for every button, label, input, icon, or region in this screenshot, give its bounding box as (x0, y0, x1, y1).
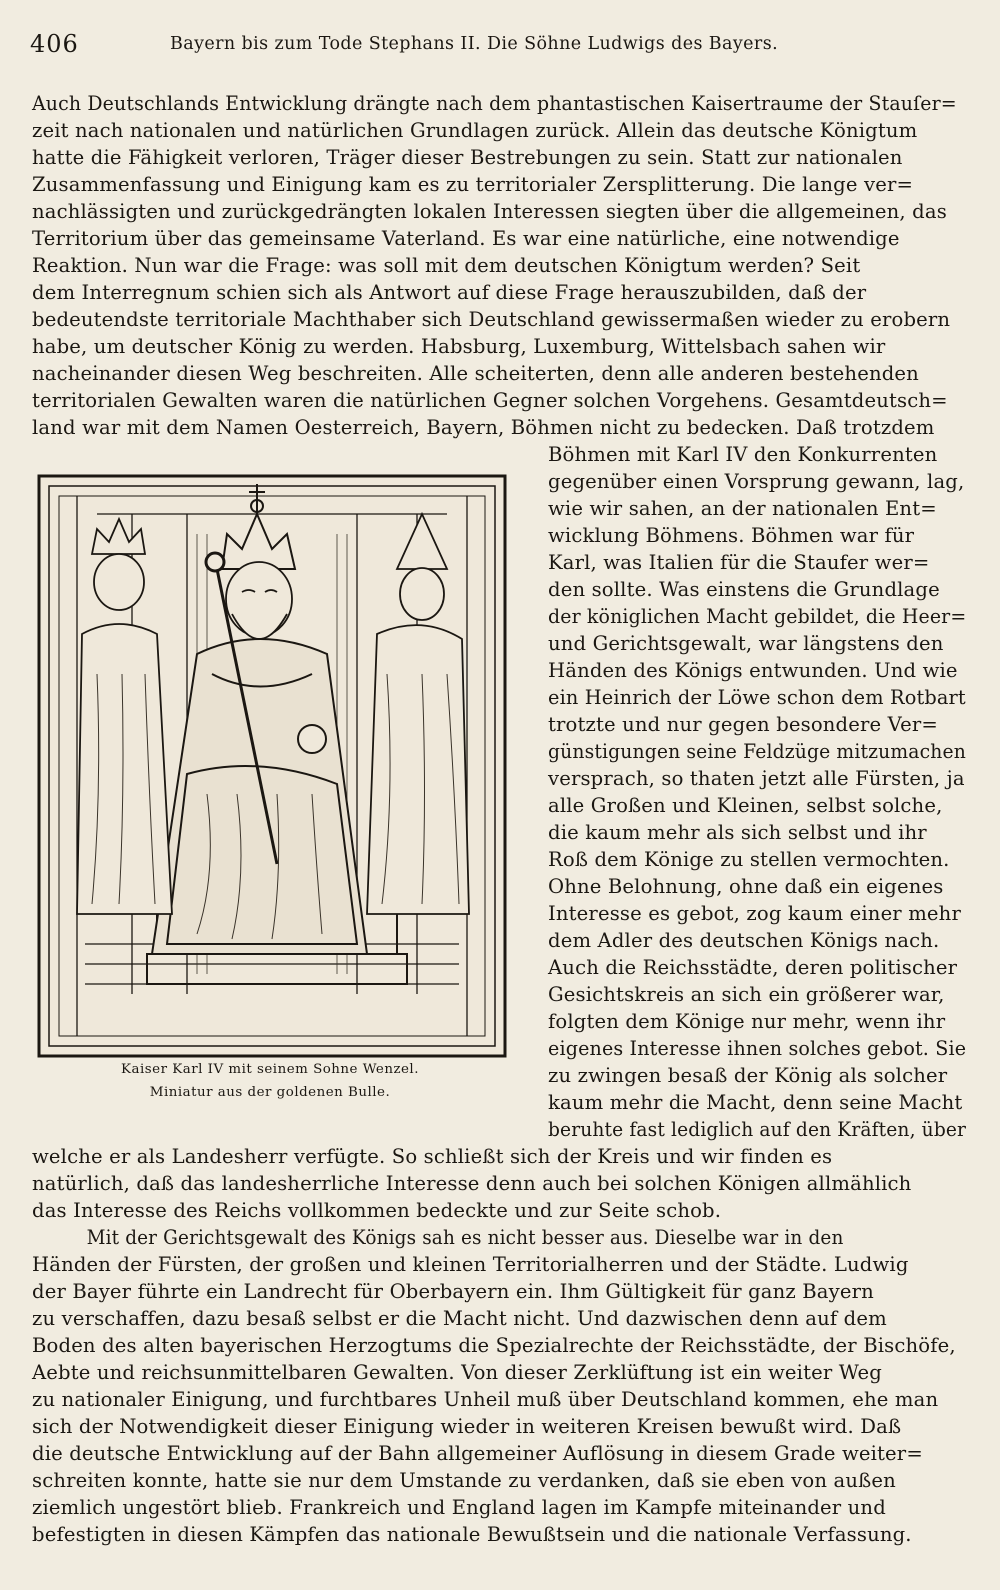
text-line: Auch Deutschlands Entwicklung drängte nach dem phantastischen Kaisertraume der Stauſer= (32, 92, 957, 115)
text-line: zu nationaler Einigung, und furchtbares Unheil muß über Deutschland kommen, ehe man (32, 1388, 939, 1411)
text-line: welche er als Landesherr verfügte. So schließt sich der Kreis und wir finden es (32, 1145, 833, 1168)
text-line: Händen des Königs entwunden. Und wie (548, 659, 958, 682)
text-line: Zusammenfassung und Einigung kam es zu territorialer Zersplitterung. Die lange ver= (32, 173, 914, 196)
text-line: ein Heinrich der Löwe schon dem Rotbart (548, 686, 966, 709)
text-line: land war mit dem Namen Oesterreich, Bayern, Böhmen nicht zu bedecken. Daß trotzdem (32, 416, 935, 439)
text-line: bedeutendste territoriale Machthaber sich Deutschland gewissermaßen wieder zu erobern (32, 308, 951, 331)
text-line: und Gerichtsgewalt, war längstens den (548, 632, 944, 655)
text-line: schreiten konnte, hatte sie nur dem Umstande zu verdanken, daß sie eben von außen (32, 1469, 896, 1492)
text-line: Auch die Reichsstädte, deren politischer (548, 956, 958, 979)
page-header (30, 30, 975, 66)
figure-caption-source: Miniatur aus der goldenen Bulle. (149, 1085, 391, 1100)
text-line: Böhmen mit Karl IV den Konkurrenten (548, 443, 938, 466)
paragraph-start-line: Mit der Gerichtsgewalt des Königs sah es nicht besser aus. Dieselbe war in den (86, 1226, 844, 1249)
text-line: das Interesse des Reichs vollkommen bedeckte und zur Seite schob. (32, 1199, 722, 1222)
text-line: die kaum mehr als sich selbst und ihr (548, 821, 927, 844)
text-line: wicklung Böhmens. Böhmen war für (548, 524, 915, 547)
text-line: alle Großen und Kleinen, selbst solche, (548, 794, 943, 817)
text-line: befestigten in diesen Kämpfen das nationale Bewußtsein und die nationale Verfassung. (32, 1523, 912, 1546)
text-line: der königlichen Macht gebildet, die Heer= (548, 605, 967, 628)
text-line: nachlässigten und zurückgedrängten lokalen Interessen siegten über die allgemeinen, das (32, 200, 947, 223)
text-line: günstigungen seine Feldzüge mitzumachen (548, 740, 966, 763)
text-line: sich der Notwendigkeit dieser Einigung wieder in weiteren Kreisen bewußt wird. Daß (32, 1415, 902, 1438)
text-line: Boden des alten bayerischen Herzogtums die Spezialrechte der Reichsstädte, der Bischöfe, (32, 1334, 956, 1357)
text-line: nacheinander diesen Weg beschreiten. Alle scheiterten, denn alle anderen bestehenden (32, 362, 919, 385)
text-line: folgten dem Könige nur mehr, wenn ihr (548, 1010, 946, 1033)
text-line: zu zwingen besaß der König als solcher (548, 1064, 948, 1087)
text-line: eigenes Interesse ihnen solches gebot. Sie (548, 1037, 967, 1060)
page-number: 406 (30, 30, 79, 58)
text-line: ziemlich ungestört blieb. Frankreich und England lagen im Kampfe miteinander und (32, 1496, 886, 1519)
text-line: habe, um deutscher König zu werden. Habsburg, Luxemburg, Wittelsbach sahen wir (32, 335, 886, 358)
text-line: Karl, was Italien für die Staufer wer= (548, 551, 930, 574)
text-line: Roß dem Könige zu stellen vermochten. (548, 848, 950, 871)
text-line: versprach, so thaten jetzt alle Fürsten, ja (548, 767, 965, 790)
text-line: zeit nach nationalen und natürlichen Grundlagen zurück. Allein das deutsche Königtum (32, 119, 918, 142)
text-line: hatte die Fähigkeit verloren, Träger dieser Bestrebungen zu sein. Statt zur nationalen (32, 146, 903, 169)
text-line: Aebte und reichsunmittelbaren Gewalten. Von dieser Zerklüftung ist ein weiter Weg (32, 1361, 882, 1384)
text-line: den sollte. Was einstens die Grundlage (548, 578, 940, 601)
text-line: natürlich, daß das landesherrliche Interesse denn auch bei solchen Königen allmählich (32, 1172, 912, 1195)
illustration-figure (37, 474, 507, 1058)
text-line: dem Interregnum schien sich als Antwort auf diese Frage herauszubilden, daß der (32, 281, 867, 304)
running-title: Bayern bis zum Tode Stephans II. Die Söhne Ludwigs des Bayers. (170, 34, 779, 54)
woodcut-emperor-enthroned-illustration (37, 474, 507, 1058)
text-line: die deutsche Entwicklung auf der Bahn allgemeiner Auflösung in diesem Grade weiter= (32, 1442, 923, 1465)
text-line: zu verschaffen, dazu besaß selbst er die Macht nicht. Und dazwischen denn auf dem (32, 1307, 887, 1330)
text-line: Ohne Belohnung, ohne daß ein eigenes (548, 875, 944, 898)
text-line: wie wir sahen, an der nationalen Ent= (548, 497, 937, 520)
text-line: Gesichtskreis an sich ein größerer war, (548, 983, 945, 1006)
text-line: beruhte fast lediglich auf den Kräften, über (548, 1118, 967, 1141)
text-line: trotzte und nur gegen besondere Ver= (548, 713, 938, 736)
text-line: der Bayer führte ein Landrecht für Oberbayern ein. Ihm Gültigkeit für ganz Bayern (32, 1280, 874, 1303)
text-line: Reaktion. Nun war die Frage: was soll mit dem deutschen Königtum werden? Seit (32, 254, 861, 277)
text-line: kaum mehr die Macht, denn seine Macht (548, 1091, 963, 1114)
text-line: gegenüber einen Vorsprung gewann, lag, (548, 470, 965, 493)
text-line: Territorium über das gemeinsame Vaterland. Es war eine natürliche, eine notwendige (32, 227, 900, 250)
text-line: Interesse es gebot, zog kaum einer mehr (548, 902, 961, 925)
text-line: territorialen Gewalten waren die natürlichen Gegner solchen Vorgehens. Gesamtdeutsch= (32, 389, 948, 412)
figure-caption-title: Kaiser Karl IV mit seinem Sohne Wenzel. (121, 1062, 419, 1077)
text-line: Händen der Fürsten, der großen und kleinen Territorialherren und der Städte. Ludwig (32, 1253, 909, 1276)
text-line: dem Adler des deutschen Königs nach. (548, 929, 940, 952)
